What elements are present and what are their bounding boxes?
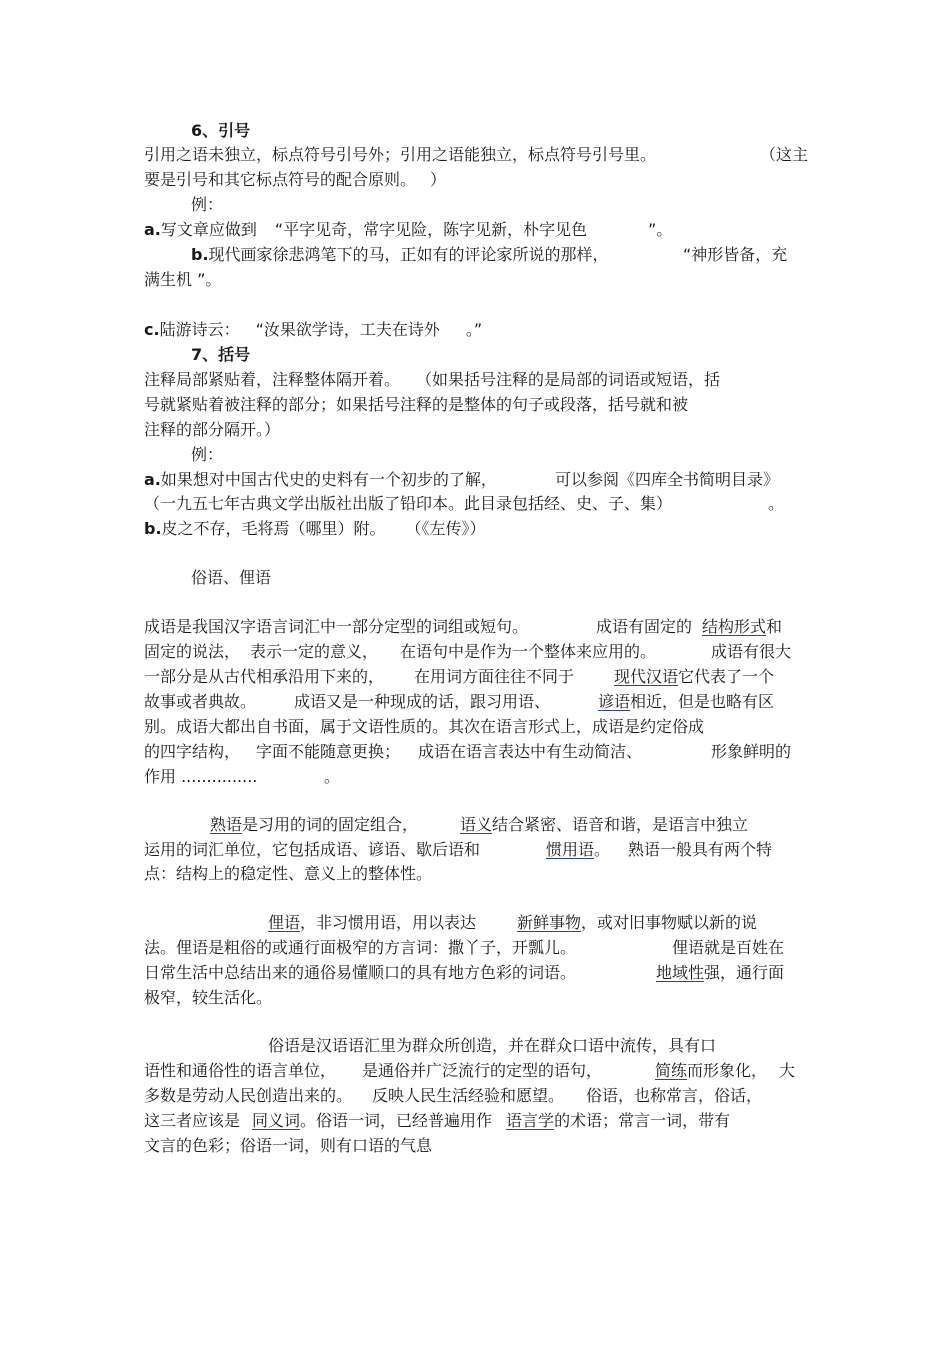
suyu-line: 简练而形象化， 大 [655, 1061, 796, 1080]
shuyu-line: 运用的词汇单位，它包括成语、谚语、歇后语和 [144, 840, 481, 859]
example-c: c.陆游诗云： “汝果欲学诗，工夫在诗外 。” [144, 320, 483, 339]
example-a: a.写文章应做到 “平字见奇，常字见险，陈字见新，朴字见色 [144, 220, 588, 239]
link-jiegou-xingshi[interactable]: 结构形式 [702, 617, 767, 636]
section-7-rule-line: 号就紧贴着被注释的部分；如果括号注释的是整体的句子或段落，括号就和被 [144, 395, 689, 414]
liyu-line: 俚语，非习惯用语，用以表达 [268, 913, 477, 932]
example-a-line2: （一九五七年古典文学出版社出版了铅印本。此目录包括经、史、子、集） [144, 494, 673, 513]
chengyu-line: 成语有固定的 结构形式和 [596, 617, 783, 636]
shuyu-line: 语义结合紧密、语音和谐，是语言中独立 [460, 815, 749, 834]
example-a: a.如果想对中国古代史的史料有一个初步的了解， [144, 470, 497, 489]
example-b-quote: “神形皆备，充 [683, 245, 788, 264]
link-guanyongyu[interactable]: 惯用语 [546, 840, 595, 859]
chengyu-line: 成语有很大 [711, 642, 792, 661]
section-7-rule-line: 注释的部分隔开。） [144, 420, 281, 439]
page-title: 俗语、俚语 [191, 568, 272, 587]
shuyu-line: 点：结构上的稳定性、意义上的整体性。 [144, 864, 433, 883]
example-a-end: 。 [768, 494, 785, 513]
link-jianlian[interactable]: 简练 [655, 1061, 688, 1080]
section-7-heading: 7、括号 [191, 345, 251, 364]
link-shuyu[interactable]: 熟语 [210, 815, 243, 834]
example-a-cont: 可以参阅《四库全书简明目录》 [555, 470, 780, 489]
section-6-rule-line: 引用之语未独立，标点符号引号外；引用之语能独立，标点符号引号里。 [144, 145, 657, 164]
example-b-line2: 满生机 ”。 [144, 270, 222, 289]
chengyu-line: 固定的说法， 表示一定的意义， 在语句中是作为一个整体来应用的。 [144, 642, 657, 661]
chengyu-line: 的四字结构， 字面不能随意更换； 成语在语言表达中有生动简洁、 [144, 742, 643, 761]
chengyu-line: 故事或者典故。 成语又是一种现成的话，跟习用语、 [144, 692, 551, 711]
link-yuyanxue[interactable]: 语言学 [506, 1111, 555, 1130]
link-xiandai-hanyu[interactable]: 现代汉语 [614, 667, 679, 686]
liyu-line: 新鲜事物，或对旧事物赋以新的说 [517, 913, 758, 932]
chengyu-line: 别。成语大都出自书面，属于文语性质的。其次在语言形式上，成语是约定俗成 [144, 717, 705, 736]
section-6-rule-line: 要是引号和其它标点符号的配合原则。 ） [144, 170, 447, 189]
link-diyuxing[interactable]: 地域性 [656, 963, 705, 982]
suyu-line: 语性和通俗性的语言单位， 是通俗并广泛流行的定型的语句， [144, 1061, 603, 1080]
link-yuyi[interactable]: 语义 [460, 815, 493, 834]
liyu-line: 法。俚语是粗俗的或通行面极窄的方言词：撒丫子，开瓢儿。 [144, 938, 577, 957]
example-label: 例： [191, 195, 224, 214]
liyu-line: 俚语就是百姓在 [672, 938, 785, 957]
section-7-rule-line: 注释局部紧贴着，注释整体隔开着。 （如果括号注释的是局部的词语或短语，括 [144, 370, 721, 389]
chengyu-line: 作用 ............... [144, 767, 258, 786]
section-6-rule-note: （这主 [760, 145, 809, 164]
example-label: 例： [191, 445, 224, 464]
chengyu-line: 。 [324, 767, 341, 786]
link-tongyici[interactable]: 同义词 [252, 1111, 301, 1130]
example-b: b.皮之不存，毛将焉（哪里）附。 （《左传》） [144, 519, 486, 538]
chengyu-line: 谚语相近，但是也略有区 [598, 692, 775, 711]
section-6-heading: 6、引号 [191, 121, 251, 140]
link-xinxian-shiwu[interactable]: 新鲜事物 [517, 913, 582, 932]
example-a-end: ”。 [648, 220, 673, 239]
liyu-line: 地域性强，通行面 [656, 963, 785, 982]
example-b: b.现代画家徐悲鸿笔下的马，正如有的评论家所说的那样， [191, 245, 609, 264]
link-liyu[interactable]: 俚语 [268, 913, 301, 932]
chengyu-line: 形象鲜明的 [711, 742, 792, 761]
chengyu-line: 成语是我国汉字语言词汇中一部分定型的词组或短句。 [144, 617, 529, 636]
shuyu-line: 惯用语。 熟语一般具有两个特 [546, 840, 773, 859]
chengyu-line: 现代汉语它代表了一个 [614, 667, 775, 686]
chengyu-line: 一部分是从古代相承沿用下来的， 在用词方面往往不同于 [144, 667, 575, 686]
suyu-line: 多数是劳动人民创造出来的。 反映人民生活经验和愿望。 俗语，也称常言，俗话， [144, 1086, 763, 1105]
suyu-line: 文言的色彩；俗语一词，则有口语的气息 [144, 1136, 433, 1155]
liyu-line: 日常生活中总结出来的通俗易懂顺口的具有地方色彩的词语。 [144, 963, 577, 982]
liyu-line: 极窄，较生活化。 [144, 988, 273, 1007]
link-yanyu[interactable]: 谚语 [598, 692, 631, 711]
suyu-line: 俗语是汉语语汇里为群众所创造，并在群众口语中流传，具有口 [268, 1036, 717, 1055]
shuyu-line: 熟语是习用的词的固定组合， [210, 815, 419, 834]
suyu-line: 这三者应该是 同义词。俗语一词，已经普遍用作 语言学的术语；常言一词，带有 [144, 1111, 731, 1130]
